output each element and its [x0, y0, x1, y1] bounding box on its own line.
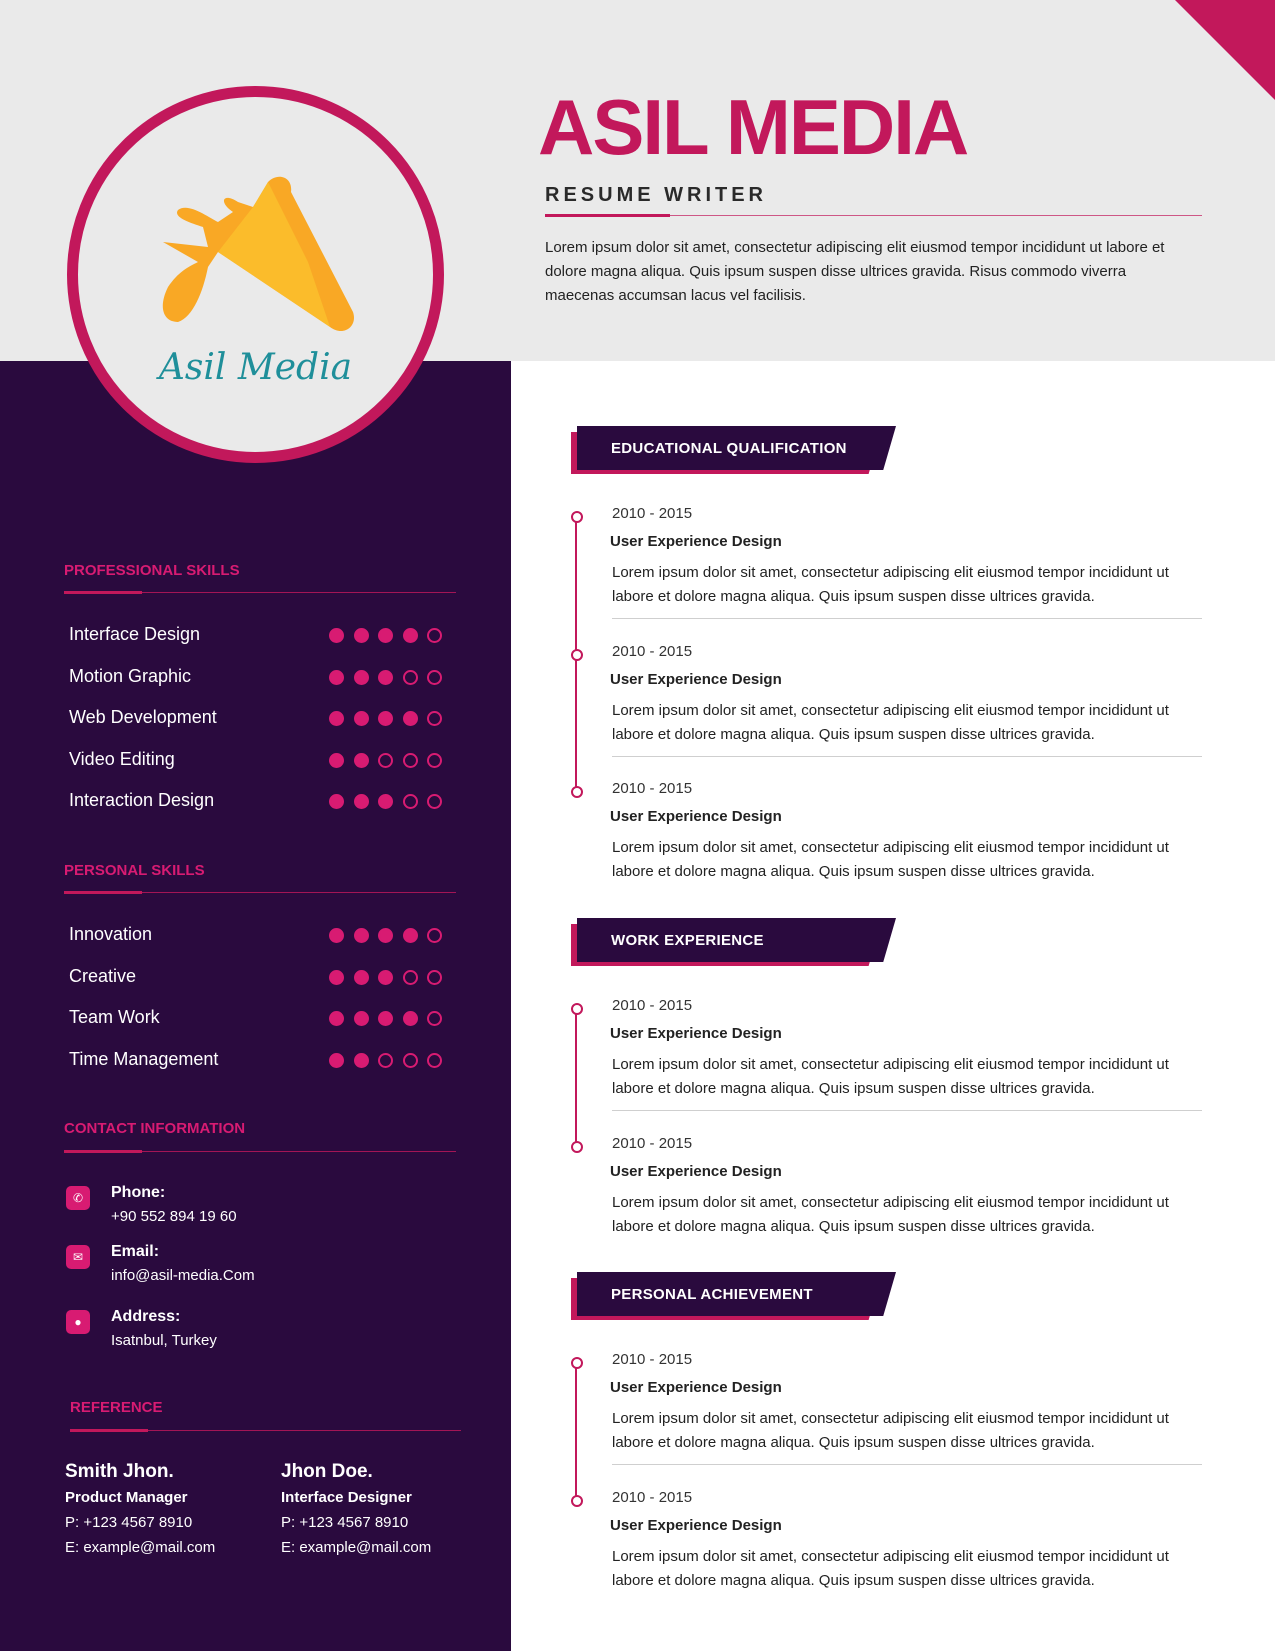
- skill-label: Team Work: [69, 1007, 160, 1027]
- skill-row: [69, 624, 449, 648]
- role-divider-accent: [545, 214, 670, 217]
- contact-phone-label: Phone:: [111, 1184, 166, 1201]
- rating-dot-empty: [427, 753, 442, 768]
- contact-rule-accent: [64, 1150, 142, 1153]
- professional-skills-heading: PROFESSIONAL SKILLS: [64, 562, 240, 579]
- entry-years: 2010 - 2015: [612, 1351, 693, 1368]
- contact-phone-value: +90 552 894 19 60: [111, 1208, 237, 1225]
- rating-dot-empty: [403, 1053, 418, 1068]
- personal-skills-rule-accent: [64, 891, 142, 894]
- reference-email: E: example@mail.com: [65, 1539, 216, 1556]
- entry-description: Lorem ipsum dolor sit amet, consectetur adipiscing elit eiusmod tempor incididunt ut labore et dolore magna aliqua. Quis ipsum suspen disse ultrices gravida.: [612, 1410, 1169, 1451]
- rating-dot-filled: [354, 711, 369, 726]
- resume-role: RESUME WRITER: [545, 184, 767, 206]
- entry-description: Lorem ipsum dolor sit amet, consectetur adipiscing elit eiusmod tempor incididunt ut labore et dolore magna aliqua. Quis ipsum suspen disse ultrices gravida.: [612, 1056, 1169, 1097]
- entry-divider: [612, 1110, 1202, 1111]
- entry-divider: [612, 618, 1202, 619]
- entry-title: User Experience Design: [610, 1516, 782, 1534]
- skill-label: Time Management: [69, 1048, 219, 1069]
- timeline-node-icon: [571, 511, 583, 523]
- section-title: WORK EXPERIENCE: [611, 932, 764, 949]
- rating-dot-filled: [354, 1011, 369, 1026]
- email-icon: ✉: [66, 1245, 90, 1269]
- rating-dot-filled: [329, 1053, 344, 1068]
- reference-heading: REFERENCE: [70, 1399, 163, 1416]
- skill-row: [69, 666, 449, 690]
- phone-icon: ✆: [66, 1186, 90, 1210]
- rating-dot-filled: [354, 628, 369, 643]
- rating-dot-empty: [403, 970, 418, 985]
- skill-row: [69, 1049, 449, 1073]
- logo-badge: [67, 86, 444, 463]
- rating-dot-filled: [329, 1011, 344, 1026]
- rating-dot-filled: [354, 970, 369, 985]
- rating-dot-empty: [378, 1053, 393, 1068]
- entry-years: 2010 - 2015: [612, 505, 693, 522]
- skill-label: Interface Design: [69, 624, 201, 644]
- reference-phone: P: +123 4567 8910: [281, 1514, 409, 1531]
- rating-dot-filled: [354, 1053, 369, 1068]
- timeline-node-icon: [571, 1495, 583, 1507]
- rating-dot-empty: [403, 753, 418, 768]
- timeline-node-icon: [571, 786, 583, 798]
- entry-title: User Experience Design: [610, 670, 782, 688]
- entry-years: 2010 - 2015: [612, 1134, 693, 1152]
- rating-dot-empty: [403, 670, 418, 685]
- contact-heading: CONTACT INFORMATION: [64, 1120, 246, 1137]
- rating-dot-empty: [427, 628, 442, 643]
- skill-row: [69, 966, 449, 990]
- entry-years: 2010 - 2015: [612, 997, 693, 1014]
- skill-row: [69, 749, 449, 773]
- reference-rule-accent: [70, 1429, 148, 1432]
- rating-dot-filled: [329, 970, 344, 985]
- timeline-node-icon: [571, 1357, 583, 1369]
- reference-name: Smith Jhon.: [65, 1461, 174, 1482]
- rating-dot-filled: [329, 753, 344, 768]
- sidebar: [0, 361, 511, 1651]
- skill-row: [69, 707, 449, 731]
- professional-skills-rule-accent: [64, 591, 142, 594]
- entry-description: Lorem ipsum dolor sit amet, consectetur adipiscing elit eiusmod tempor incididunt ut labore et dolore magna aliqua. Quis ipsum suspen disse ultrices gravida.: [612, 564, 1169, 605]
- skill-row: [69, 924, 449, 948]
- rating-dot-empty: [427, 794, 442, 809]
- rating-dot-empty: [427, 970, 442, 985]
- personal-skills-heading: PERSONAL SKILLS: [64, 862, 205, 879]
- entry-title: User Experience Design: [610, 533, 782, 550]
- entry-years: 2010 - 2015: [612, 642, 693, 660]
- corner-accent: [1175, 0, 1275, 100]
- rating-dot-filled: [329, 711, 344, 726]
- reference-phone: P: +123 4567 8910: [65, 1514, 193, 1531]
- rating-dot-filled: [354, 753, 369, 768]
- section-title: PERSONAL ACHIEVEMENT: [611, 1286, 813, 1303]
- rating-dot-filled: [378, 670, 393, 685]
- entry-description: Lorem ipsum dolor sit amet, consectetur adipiscing elit eiusmod tempor incididunt ut labore et dolore magna aliqua. Quis ipsum suspen disse ultrices gravida.: [612, 839, 1169, 880]
- rating-dot-filled: [378, 628, 393, 643]
- location-icon: ●: [66, 1310, 90, 1334]
- section-title: EDUCATIONAL QUALIFICATION: [611, 440, 847, 457]
- rating-dot-filled: [329, 928, 344, 943]
- section-header: [571, 918, 896, 966]
- skill-label: Interaction Design: [69, 790, 215, 810]
- section-header: [571, 1272, 896, 1320]
- entry-description: Lorem ipsum dolor sit amet, consectetur adipiscing elit eiusmod tempor incididunt ut labore et dolore magna aliqua. Quis ipsum suspen disse ultrices gravida.: [612, 1547, 1169, 1589]
- rating-dot-empty: [427, 928, 442, 943]
- entry-divider: [612, 1464, 1202, 1465]
- rating-dot-empty: [427, 1053, 442, 1068]
- rating-dot-filled: [354, 928, 369, 943]
- skill-label: Video Editing: [69, 748, 175, 769]
- intro-paragraph: Lorem ipsum dolor sit amet, consectetur adipiscing elit eiusmod tempor incididunt ut labore et dolore magna aliqua. Quis ipsum suspen disse ultrices gravida. Risus commodo viverra maecenas accumsan lacus vel facilisis.: [545, 239, 1165, 304]
- timeline-node-icon: [571, 1141, 583, 1153]
- skill-label: Motion Graphic: [69, 665, 192, 686]
- rating-dot-empty: [403, 794, 418, 809]
- rating-dot-empty: [427, 1011, 442, 1026]
- rating-dot-filled: [329, 670, 344, 685]
- timeline-line: [575, 1009, 577, 1147]
- reference-email: E: example@mail.com: [281, 1539, 432, 1556]
- rating-dot-empty: [378, 753, 393, 768]
- logo-wordmark: Asil Media: [158, 347, 353, 388]
- timeline-line: [575, 1363, 577, 1501]
- skill-row: [69, 790, 449, 814]
- entry-divider: [612, 756, 1202, 757]
- rating-dot-filled: [378, 1011, 393, 1026]
- rating-dot-filled: [329, 794, 344, 809]
- entry-description: Lorem ipsum dolor sit amet, consectetur adipiscing elit eiusmod tempor incididunt ut labore et dolore magna aliqua. Quis ipsum suspen disse ultrices gravida.: [612, 701, 1169, 743]
- contact-address-label: Address:: [111, 1308, 181, 1325]
- skill-label: Innovation: [69, 924, 153, 944]
- rating-dot-filled: [378, 928, 393, 943]
- reference-role: Product Manager: [65, 1489, 188, 1506]
- rating-dot-filled: [403, 1011, 418, 1026]
- entry-title: User Experience Design: [610, 1162, 782, 1180]
- timeline-node-icon: [571, 649, 583, 661]
- rating-dot-empty: [427, 670, 442, 685]
- resume-name: ASIL MEDIA: [538, 83, 968, 171]
- rating-dot-empty: [427, 711, 442, 726]
- entry-description: Lorem ipsum dolor sit amet, consectetur adipiscing elit eiusmod tempor incididunt ut labore et dolore magna aliqua. Quis ipsum suspen disse ultrices gravida.: [612, 1193, 1169, 1235]
- rating-dot-filled: [403, 711, 418, 726]
- entry-title: User Experience Design: [610, 1025, 782, 1042]
- rating-dot-filled: [378, 794, 393, 809]
- rating-dot-filled: [354, 670, 369, 685]
- reference-role: Interface Designer: [281, 1489, 412, 1506]
- skill-label: Creative: [69, 965, 137, 986]
- logo-mark-icon: [158, 172, 358, 342]
- reference-name: Jhon Doe.: [281, 1461, 373, 1482]
- rating-dot-filled: [329, 628, 344, 643]
- rating-dot-filled: [354, 794, 369, 809]
- contact-email-label: Email:: [111, 1243, 160, 1260]
- entry-title: User Experience Design: [610, 808, 782, 825]
- contact-address-value: Isatnbul, Turkey: [111, 1332, 217, 1349]
- reference-card: [281, 1461, 491, 1556]
- rating-dot-filled: [403, 928, 418, 943]
- skill-label: Web Development: [69, 707, 217, 727]
- rating-dot-filled: [403, 628, 418, 643]
- rating-dot-filled: [378, 970, 393, 985]
- contact-email-value[interactable]: info@asil-media.Com: [111, 1267, 255, 1284]
- entry-title: User Experience Design: [610, 1379, 782, 1396]
- rating-dot-filled: [378, 711, 393, 726]
- section-header: [571, 426, 896, 474]
- reference-card: [65, 1461, 275, 1556]
- entry-years: 2010 - 2015: [612, 780, 693, 797]
- entry-years: 2010 - 2015: [612, 1488, 693, 1506]
- skill-row: [69, 1007, 449, 1031]
- timeline-node-icon: [571, 1003, 583, 1015]
